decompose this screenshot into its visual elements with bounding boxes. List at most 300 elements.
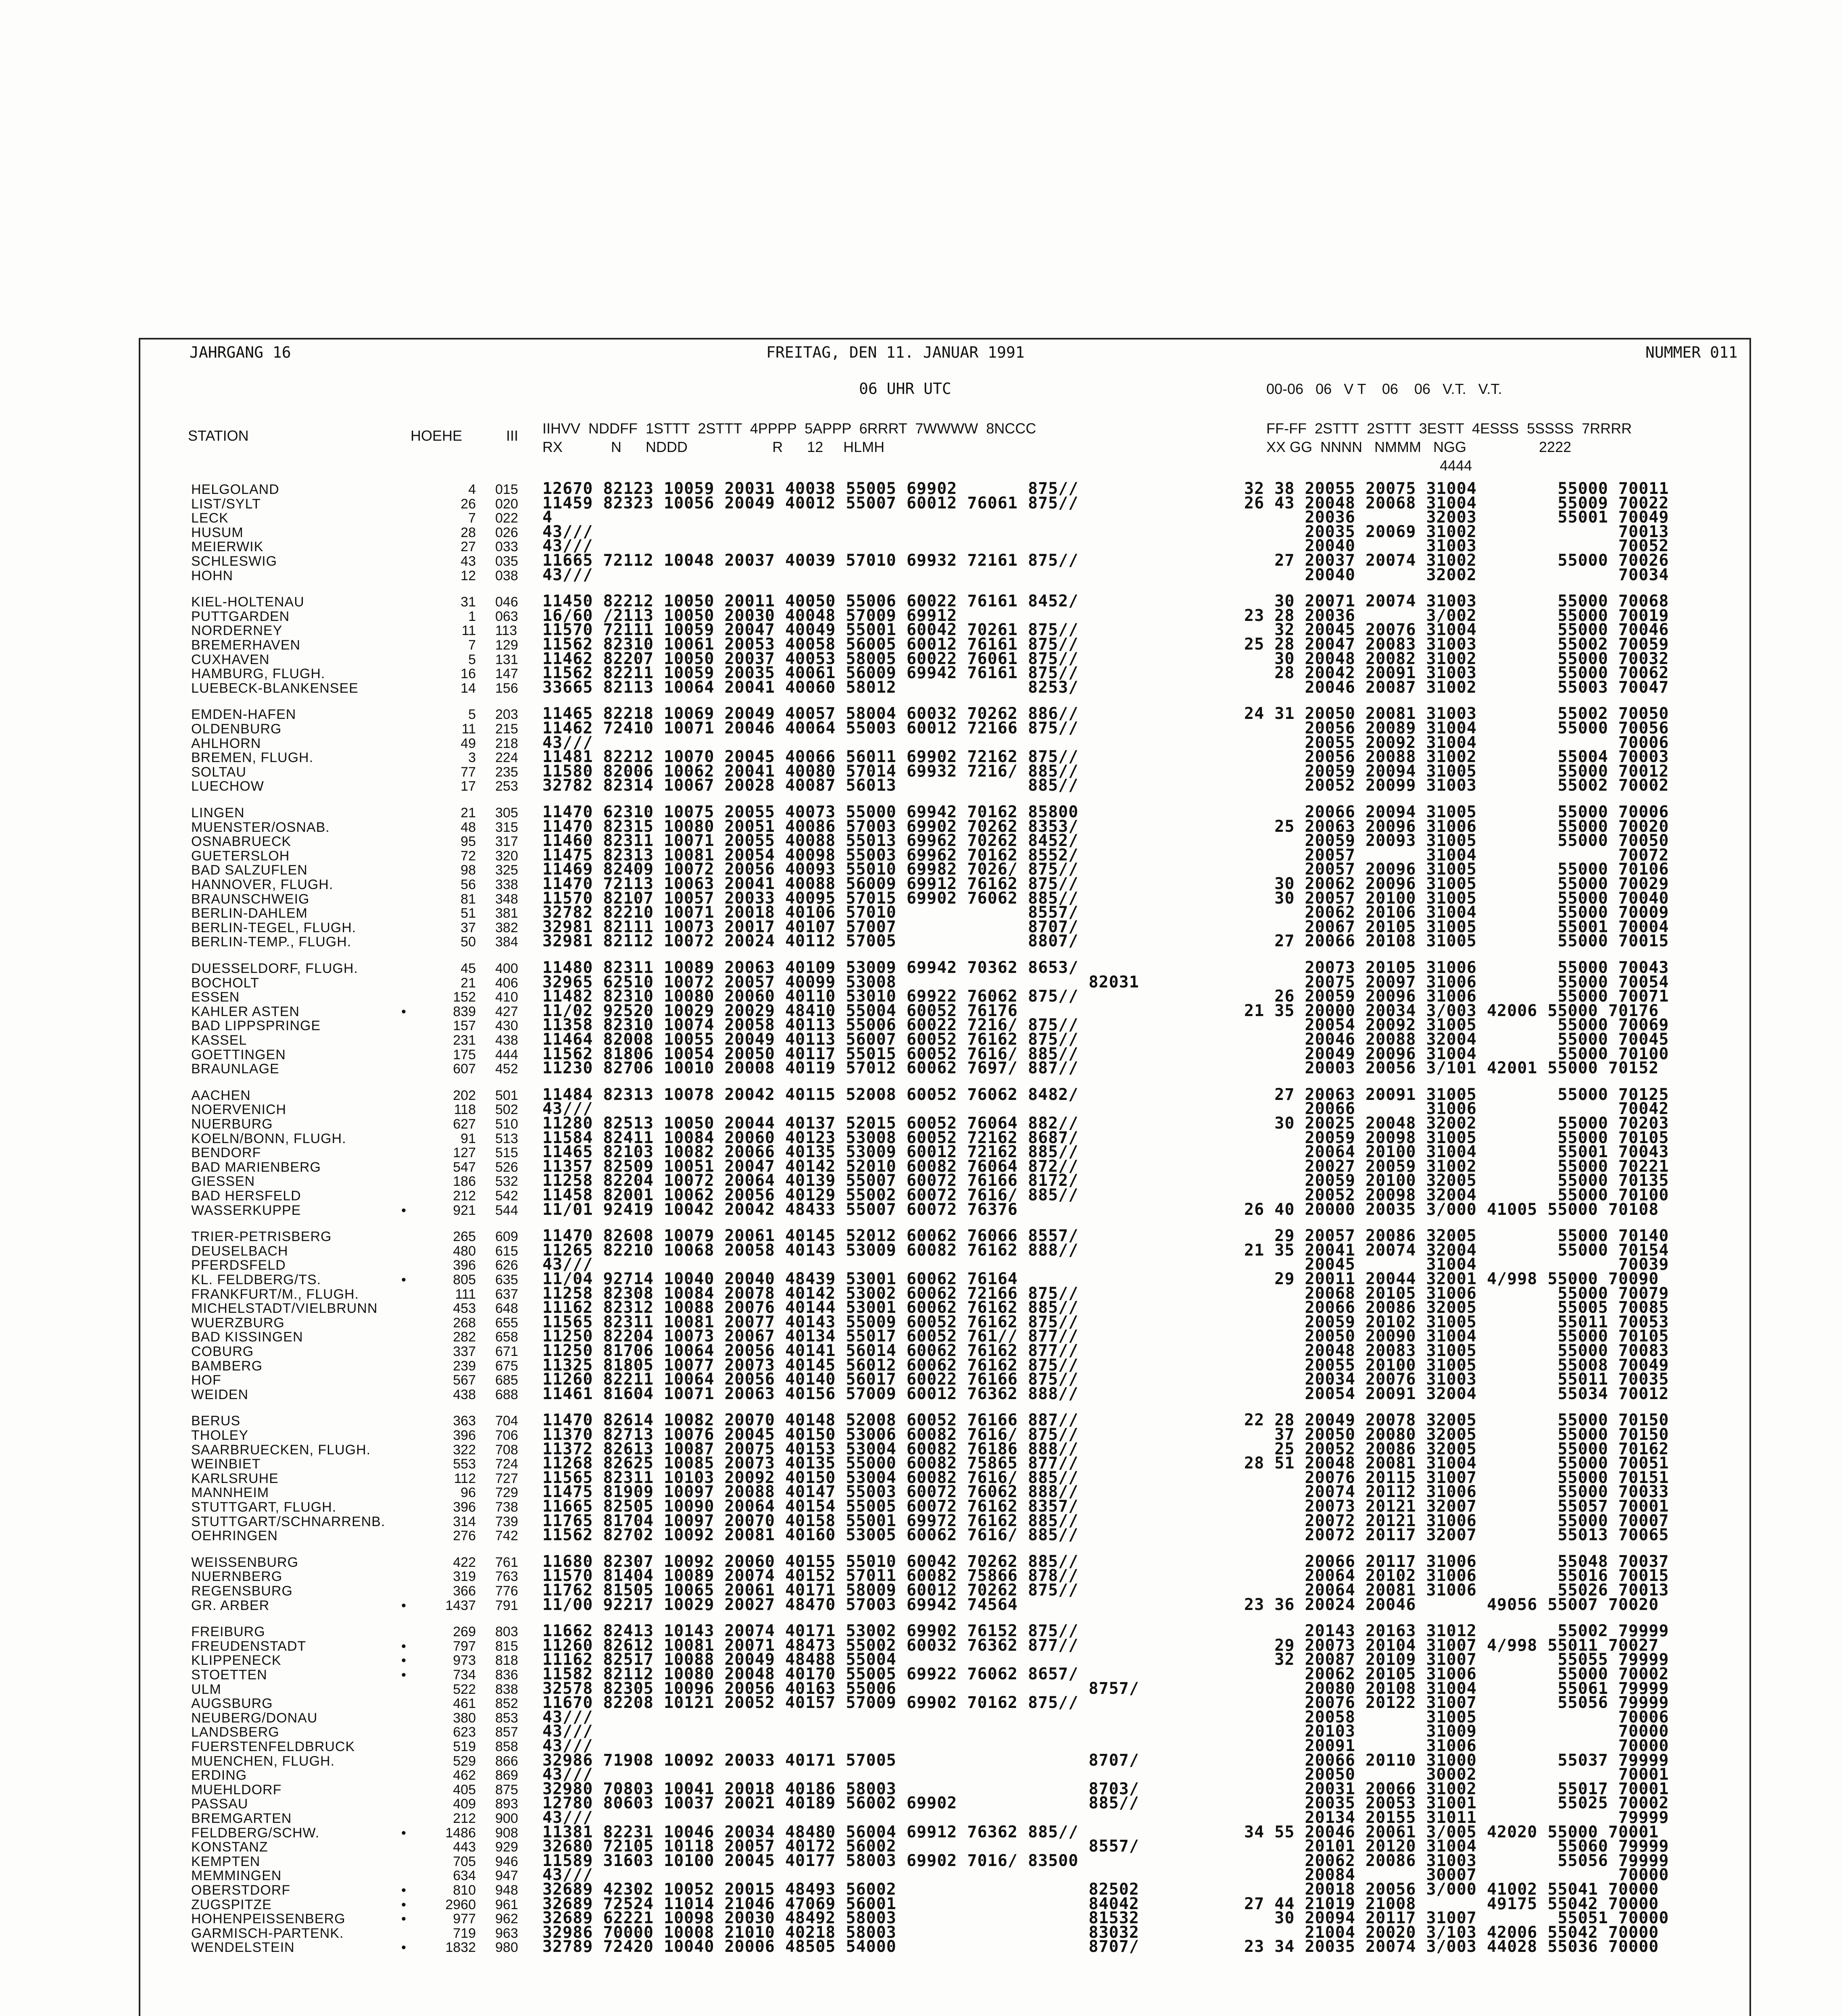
- extra-groups: 21 35 20000 20034 3/003 42006 55000 70176: [1244, 1001, 1659, 1020]
- extra-groups: 25 20063 20096 31006 55000 70020: [1244, 817, 1669, 836]
- station-name: HOHENPEISSENBERG: [191, 1911, 346, 1927]
- extra-groups: 26 40 20000 20035 3/000 41005 55000 70108: [1244, 1200, 1659, 1219]
- extra-groups: 20075 20097 31006 55000 70054: [1244, 973, 1669, 991]
- extra-groups: 20058 31005 70006: [1244, 1708, 1669, 1727]
- station-height: 14: [461, 680, 476, 696]
- synop-groups: 32789 72420 10040 20006 48505 54000 8707/: [542, 1937, 1139, 1956]
- synop-groups: 11665 72112 10048 20037 40039 57010 69932 72161 875//: [542, 551, 1079, 570]
- synop-groups: 11480 82311 10089 20063 40109 53009 69942 70362 8653/: [542, 958, 1079, 977]
- station-height: 461: [453, 1696, 476, 1712]
- synop-groups: 11260 82211 10064 20056 40140 56017 60022 76166 875//: [542, 1370, 1079, 1389]
- synop-groups: 43///: [542, 1722, 593, 1741]
- extra-groups: 20064 20100 31004 55001 70043: [1244, 1143, 1669, 1162]
- station-name: NEUBERG/DONAU: [191, 1710, 318, 1726]
- station-height: 705: [453, 1854, 476, 1869]
- station-name: HOF: [191, 1372, 221, 1388]
- synop-groups: 11562 82310 10061 20053 40058 56005 60012 76161 875//: [542, 635, 1079, 654]
- synop-groups: 11372 82613 10087 20075 40153 53004 60082 76186 888//: [542, 1439, 1079, 1458]
- extra-groups: 29 20073 20104 31007 4/998 55011 70027: [1244, 1636, 1659, 1655]
- extra-groups: 20066 20110 31000 55037 79999: [1244, 1751, 1669, 1770]
- extra-groups: 20027 20059 31002 55000 70221: [1244, 1157, 1669, 1176]
- station-height: 21: [461, 975, 476, 991]
- station-height: 81: [461, 891, 476, 907]
- synop-groups: 11680 82307 10092 20060 40155 55010 60042 70262 885//: [542, 1552, 1079, 1571]
- station-name: THOLEY: [191, 1428, 249, 1443]
- station-index: 980: [495, 1940, 518, 1956]
- station-index: 875: [495, 1782, 518, 1797]
- station-name: KEMPTEN: [191, 1854, 261, 1869]
- station-height: 269: [453, 1624, 476, 1640]
- extra-groups: 20040 32002 70034: [1244, 565, 1669, 584]
- station-index: 704: [495, 1413, 518, 1429]
- synop-groups: 12780 80603 10037 20021 40189 56002 69902 885//: [542, 1794, 1139, 1813]
- station-index: 400: [495, 961, 518, 976]
- synop-groups: 11670 82208 10121 20052 40157 57009 69902 70162 875//: [542, 1693, 1079, 1712]
- mountain-station-marker: •: [401, 1911, 406, 1927]
- station-name: OEHRINGEN: [191, 1528, 278, 1544]
- station-name: WEIDEN: [191, 1387, 248, 1402]
- extra-groups: 20003 20056 3/101 42001 55000 70152: [1244, 1059, 1659, 1078]
- synop-groups: 11565 82311 10081 20077 40143 55009 60052 76162 875//: [542, 1312, 1079, 1331]
- station-name: MANNHEIM: [191, 1485, 269, 1501]
- station-height: 1832: [445, 1940, 476, 1956]
- issue-number: NUMMER 011: [1645, 344, 1738, 361]
- station-name: AACHEN: [191, 1087, 251, 1103]
- extra-groups: 20059 20102 31005 55011 70053: [1244, 1312, 1669, 1331]
- station-name: REGENSBURG: [191, 1583, 293, 1599]
- extra-groups: 20050 30002 70001: [1244, 1765, 1669, 1784]
- station-height: 805: [453, 1272, 476, 1287]
- station-name: BRAUNSCHWEIG: [191, 891, 310, 907]
- station-height: 95: [461, 834, 476, 850]
- synop-groups: 11482 82310 10080 20060 40110 53010 69922 76062 875//: [542, 987, 1079, 1006]
- station-index: 510: [495, 1116, 518, 1132]
- station-name: MUEHLDORF: [191, 1782, 282, 1797]
- station-name: OSNABRUECK: [191, 834, 292, 850]
- mountain-station-marker: •: [401, 1897, 406, 1912]
- extra-groups: 27 20063 20091 31005 55000 70125: [1244, 1085, 1669, 1104]
- synop-groups: 43///: [542, 1866, 593, 1885]
- station-index: 348: [495, 891, 518, 907]
- station-height: 28: [461, 525, 476, 540]
- extra-groups: 29 20011 20044 32001 4/998 55000 70090: [1244, 1270, 1659, 1288]
- station-index: 685: [495, 1372, 518, 1388]
- synop-groups: 16/60 /2113 10050 20030 40048 57009 69912: [542, 606, 957, 625]
- station-index: 026: [495, 525, 518, 540]
- station-height: 27: [461, 539, 476, 555]
- station-height: 405: [453, 1782, 476, 1797]
- extra-groups: 20056 20089 31004 55000 70056: [1244, 719, 1669, 737]
- station-index: 235: [495, 764, 518, 780]
- station-name: LIST/SYLT: [191, 496, 261, 512]
- synop-groups: 11662 82413 10143 20074 40171 53002 69902 76152 875//: [542, 1622, 1079, 1641]
- station-height: 462: [453, 1768, 476, 1783]
- station-name: BENDORF: [191, 1145, 261, 1161]
- station-name: WASSERKUPPE: [191, 1202, 301, 1218]
- extra-groups: 20036 32003 55001 70049: [1244, 508, 1669, 527]
- station-index: 382: [495, 920, 518, 935]
- extra-groups: 20048 20083 31005 55000 70083: [1244, 1341, 1669, 1360]
- mountain-station-marker: •: [401, 1004, 406, 1019]
- synop-groups: 11470 72113 10063 20041 40088 56009 69912 76162 875//: [542, 875, 1079, 893]
- station-height: 1: [468, 608, 476, 624]
- extra-groups: 30 20057 20100 31005 55000 70040: [1244, 889, 1669, 908]
- synop-groups: 43///: [542, 522, 593, 541]
- synop-groups: 11665 82505 10090 20064 40154 55005 60072 76162 8357/: [542, 1497, 1079, 1516]
- station-name: BREMGARTEN: [191, 1811, 292, 1826]
- synop-groups: 11450 82212 10050 20011 40050 55006 60022 76161 8452/: [542, 592, 1079, 611]
- station-index: 962: [495, 1911, 518, 1927]
- station-height: 7: [468, 510, 476, 526]
- station-name: PFERDSFELD: [191, 1258, 286, 1273]
- station-name: OBERSTDORF: [191, 1883, 291, 1898]
- station-index: 444: [495, 1047, 518, 1062]
- mountain-station-marker: •: [401, 1597, 406, 1613]
- station-index: 381: [495, 906, 518, 921]
- extra-groups: 20056 20088 31002 55004 70003: [1244, 748, 1669, 766]
- station-index: 532: [495, 1174, 518, 1189]
- station-height: 31: [461, 594, 476, 610]
- station-index: 947: [495, 1868, 518, 1884]
- station-index: 929: [495, 1839, 518, 1855]
- synop-groups: 11461 81604 10071 20063 40156 57009 60012 76362 888//: [542, 1384, 1079, 1403]
- station-height: 623: [453, 1724, 476, 1740]
- extra-groups: 20103 31009 70000: [1244, 1722, 1669, 1741]
- station-name: LANDSBERG: [191, 1724, 279, 1740]
- station-name: FUERSTENFELDBRUCK: [191, 1739, 355, 1754]
- station-index: 320: [495, 848, 518, 864]
- station-height: 522: [453, 1681, 476, 1697]
- synop-groups: 43///: [542, 1765, 593, 1784]
- extra-groups: 20045 31004 70039: [1244, 1255, 1669, 1274]
- station-height: 453: [453, 1301, 476, 1316]
- station-index: 626: [495, 1258, 518, 1273]
- mountain-station-marker: •: [401, 1883, 406, 1898]
- station-index: 218: [495, 735, 518, 751]
- extra-groups: 20091 31006 70000: [1244, 1737, 1669, 1755]
- synop-groups: 32981 82111 10073 20017 40107 57007 8707/: [542, 917, 1079, 936]
- mountain-station-marker: •: [401, 1667, 406, 1683]
- synop-groups: 43///: [542, 733, 593, 752]
- synop-groups: 11481 82212 10070 20045 40066 56011 69902 72162 875//: [542, 748, 1079, 766]
- station-height: 319: [453, 1569, 476, 1585]
- station-height: 607: [453, 1061, 476, 1077]
- station-name: STOETTEN: [191, 1667, 267, 1683]
- station-index: 615: [495, 1243, 518, 1259]
- station-index: 818: [495, 1653, 518, 1668]
- synop-groups: 43///: [542, 1808, 593, 1827]
- extra-groups: 23 28 20036 3/002 55000 70019: [1244, 606, 1669, 625]
- station-name: DEUSELBACH: [191, 1243, 288, 1259]
- synop-groups: 11325 81805 10077 20073 40145 56012 60062 76162 875//: [542, 1356, 1079, 1375]
- synop-groups: 11/04 92714 10040 20040 48439 53001 60062 76164: [542, 1270, 1018, 1288]
- synop-groups: 32980 70803 10041 20018 40186 58003 8703/: [542, 1779, 1139, 1798]
- station-height: 380: [453, 1710, 476, 1726]
- station-height: 49: [461, 735, 476, 751]
- station-height: 21: [461, 805, 476, 821]
- station-height: 366: [453, 1583, 476, 1599]
- station-height: 11: [461, 623, 476, 639]
- station-index: 215: [495, 721, 518, 737]
- synop-groups: 11250 82204 10073 20067 40134 55017 60052 761// 877//: [542, 1327, 1079, 1346]
- station-name: ESSEN: [191, 989, 240, 1005]
- station-name: HANNOVER, FLUGH.: [191, 877, 334, 892]
- station-index: 046: [495, 594, 518, 610]
- extra-groups: 20040 31003 70052: [1244, 537, 1669, 556]
- synop-groups: 11570 82107 10057 20033 40095 57015 69902 76062 885//: [542, 889, 1079, 908]
- station-name: PUTTGARDEN: [191, 608, 290, 624]
- station-index: 637: [495, 1286, 518, 1302]
- station-index: 430: [495, 1018, 518, 1034]
- station-name: DUESSELDORF, FLUGH.: [191, 961, 358, 976]
- station-index: 253: [495, 779, 518, 794]
- extra-groups: 28 51 20048 20081 31004 55000 70051: [1244, 1454, 1669, 1473]
- station-name: NORDERNEY: [191, 623, 283, 639]
- extra-groups: 20055 20100 31005 55008 70049: [1244, 1356, 1669, 1375]
- station-index: 729: [495, 1485, 518, 1501]
- station-height: 810: [453, 1883, 476, 1898]
- station-height: 96: [461, 1485, 476, 1501]
- synop-groups: 32578 82305 10096 20056 40163 55006 8757/: [542, 1679, 1139, 1698]
- extra-groups: 20066 20094 31005 55000 70006: [1244, 803, 1669, 821]
- station-height: 409: [453, 1796, 476, 1812]
- station-index: 838: [495, 1681, 518, 1697]
- station-index: 406: [495, 975, 518, 991]
- station-name: SCHLESWIG: [191, 554, 277, 569]
- extra-groups: 26 43 20048 20068 31004 55009 70022: [1244, 494, 1669, 512]
- synop-groups: 11469 82409 10072 20056 40093 55010 69982 7026/ 875//: [542, 860, 1079, 879]
- station-index: 946: [495, 1854, 518, 1869]
- synop-groups: 11162 82312 10088 20076 40144 53001 60062 76162 885//: [542, 1298, 1079, 1317]
- extra-groups: 20073 20121 32007 55057 70001: [1244, 1497, 1669, 1516]
- station-height: 314: [453, 1514, 476, 1529]
- station-name: SOLTAU: [191, 764, 246, 780]
- station-height: 396: [453, 1500, 476, 1515]
- station-name: KAHLER ASTEN: [191, 1004, 300, 1019]
- extra-groups: 20074 20112 31006 55000 70033: [1244, 1483, 1669, 1502]
- mountain-station-marker: •: [401, 1653, 406, 1668]
- extra-groups: 20062 20086 31003 55056 79999: [1244, 1851, 1669, 1870]
- station-index: 113: [495, 623, 517, 639]
- extra-groups: 20052 20099 31003 55002 70002: [1244, 776, 1669, 795]
- station-index: 857: [495, 1724, 518, 1740]
- station-index: 502: [495, 1102, 518, 1118]
- right-block-title: 00-06 06 V T 06 06 V.T. V.T.: [1266, 381, 1502, 397]
- station-name: STUTTGART/SCHNARRENB.: [191, 1514, 386, 1529]
- station-height: 7: [468, 637, 476, 653]
- extra-groups-header: FF-FF 2STTT 2STTT 3ESTT 4ESSS 5SSSS 7RRRR XX GG NNNN NMMM NGG 2222 4444: [1266, 420, 1632, 474]
- station-name: ERDING: [191, 1768, 247, 1783]
- station-name: SAARBRUECKEN, FLUGH.: [191, 1442, 371, 1458]
- station-height: 443: [453, 1839, 476, 1855]
- synop-groups: 11580 82006 10062 20041 40080 57014 69932 7216/ 885//: [542, 762, 1079, 781]
- station-height: 98: [461, 862, 476, 878]
- station-index: 501: [495, 1087, 518, 1103]
- station-name: GR. ARBER: [191, 1597, 270, 1613]
- station-height: 276: [453, 1528, 476, 1544]
- station-index: 961: [495, 1897, 518, 1912]
- station-name: BERLIN-TEGEL, FLUGH.: [191, 920, 357, 935]
- station-height: 422: [453, 1554, 476, 1570]
- station-height: 118: [454, 1102, 476, 1118]
- station-height: 839: [453, 1004, 476, 1019]
- extra-groups: 20076 20115 31007 55000 70151: [1244, 1468, 1669, 1487]
- synop-groups: 11464 82008 10055 20049 40113 56007 60052 76162 875//: [542, 1030, 1079, 1049]
- station-height: 231: [453, 1033, 476, 1048]
- station-height: 396: [453, 1258, 476, 1273]
- synop-groups: 11258 82308 10084 20078 40142 53002 60062 72166 875//: [542, 1284, 1079, 1303]
- station-index: 609: [495, 1229, 518, 1245]
- extra-groups: 20076 20122 31007 55056 79999: [1244, 1693, 1669, 1712]
- station-name: WUERZBURG: [191, 1315, 285, 1331]
- synop-groups: 43///: [542, 1255, 593, 1274]
- station-name: NUERNBERG: [191, 1569, 283, 1585]
- station-name: FREUDENSTADT: [191, 1638, 306, 1654]
- extra-groups: 20080 20108 31004 55061 79999: [1244, 1679, 1669, 1698]
- station-index: 022: [495, 510, 518, 526]
- station-height: 797: [453, 1638, 476, 1654]
- station-height: 212: [453, 1811, 476, 1826]
- station-height: 3: [468, 750, 476, 766]
- synop-groups: 11470 82614 10082 20070 40148 52008 60052 76166 887//: [542, 1411, 1079, 1430]
- synop-groups: 32981 82112 10072 20024 40112 57005 8807/: [542, 932, 1079, 951]
- station-height: 50: [461, 934, 476, 950]
- station-index: 035: [495, 554, 518, 569]
- synop-groups: 11465 82103 10082 20066 40135 53009 60012 72162 885//: [542, 1143, 1079, 1162]
- synop-groups: 11/01 92419 10042 20042 48433 55007 60072 76376: [542, 1200, 1018, 1219]
- station-height: 11: [461, 721, 476, 737]
- extra-groups: 20046 20088 32004 55000 70045: [1244, 1030, 1669, 1049]
- station-height: 77: [461, 764, 476, 780]
- station-index: 338: [495, 877, 518, 892]
- extra-groups: 20035 20053 31001 55025 70002: [1244, 1794, 1669, 1813]
- synop-groups: 11459 82323 10056 20049 40012 55007 60012 76061 875//: [542, 494, 1079, 512]
- station-name: PASSAU: [191, 1796, 248, 1812]
- station-name: KASSEL: [191, 1033, 247, 1048]
- station-name: GUETERSLOH: [191, 848, 290, 864]
- station-height: 322: [453, 1442, 476, 1458]
- station-name: LECK: [191, 510, 229, 526]
- extra-groups: 20064 20081 31006 55026 70013: [1244, 1581, 1669, 1599]
- station-name: BREMEN, FLUGH.: [191, 750, 314, 766]
- station-name: KLIPPENECK: [191, 1653, 281, 1668]
- extra-groups: 37 20050 20080 32005 55000 70150: [1244, 1425, 1669, 1444]
- extra-groups: 25 20052 20086 32005 55000 70162: [1244, 1439, 1669, 1458]
- station-name: BAD HERSFELD: [191, 1188, 301, 1204]
- station-name: BAMBERG: [191, 1358, 263, 1374]
- station-index: 015: [495, 482, 518, 497]
- station-index: 033: [495, 539, 518, 555]
- extra-groups: 30 20071 20074 31003 55000 70068: [1244, 592, 1669, 611]
- synop-groups: 11470 82315 10080 20051 40086 57003 69902 70262 8353/: [542, 817, 1079, 836]
- synop-groups: 11460 82311 10071 20055 40088 55013 69962 70262 8452/: [542, 831, 1079, 850]
- station-index: 893: [495, 1796, 518, 1812]
- extra-groups: 20064 20102 31006 55016 70015: [1244, 1566, 1669, 1585]
- station-name: GOETTINGEN: [191, 1047, 286, 1062]
- extra-groups: 20057 31004 70072: [1244, 846, 1669, 864]
- station-height: 396: [453, 1428, 476, 1443]
- station-name: BOCHOLT: [191, 975, 259, 991]
- station-name: OLDENBURG: [191, 721, 282, 737]
- station-height: 212: [453, 1188, 476, 1204]
- station-name: HELGOLAND: [191, 482, 279, 497]
- station-name: BAD LIPPSPRINGE: [191, 1018, 321, 1034]
- synop-groups: 11465 82218 10069 20049 40057 58004 60032 70262 886//: [542, 704, 1079, 723]
- station-name: LUECHOW: [191, 779, 264, 794]
- station-height: 1437: [445, 1597, 476, 1613]
- station-name: KL. FELDBERG/TS.: [191, 1272, 321, 1287]
- mountain-station-marker: •: [401, 1825, 406, 1841]
- station-index: 648: [495, 1301, 518, 1316]
- jahrgang-label: JAHRGANG 16: [190, 344, 291, 361]
- extra-groups: 20035 20069 31002 70013: [1244, 522, 1669, 541]
- synop-groups: 4: [542, 508, 553, 527]
- synop-groups: 11582 82112 10080 20048 40170 55005 69922 76062 8657/: [542, 1665, 1079, 1683]
- synop-groups: 11370 82713 10076 20045 40150 53006 60082 7616/ 875//: [542, 1425, 1079, 1444]
- extra-groups: 20068 20105 31006 55000 70079: [1244, 1284, 1669, 1303]
- utc-time-label: 06 UHR UTC: [859, 380, 951, 398]
- station-name: KARLSRUHE: [191, 1470, 279, 1486]
- station-index: 761: [495, 1554, 518, 1570]
- station-height: 239: [453, 1358, 476, 1374]
- extra-groups: 20134 20155 31011 79999: [1244, 1808, 1669, 1827]
- station-name: AUGSBURG: [191, 1696, 273, 1712]
- extra-groups: 20050 20090 31004 55000 70105: [1244, 1327, 1669, 1346]
- station-index: 635: [495, 1272, 518, 1287]
- station-height: 26: [461, 496, 476, 512]
- station-height: 127: [453, 1145, 476, 1161]
- extra-groups: 30 20048 20082 31002 55000 70032: [1244, 649, 1669, 668]
- station-index: 147: [495, 666, 518, 682]
- synop-groups: 11470 82608 10079 20061 40145 52012 60062 76066 8557/: [542, 1227, 1079, 1245]
- station-index: 742: [495, 1528, 518, 1544]
- synop-groups: 43///: [542, 565, 593, 584]
- extra-groups: 20018 20056 3/000 41002 55041 70000: [1244, 1880, 1659, 1899]
- iii-column-header: III: [506, 427, 519, 444]
- synop-groups: 11562 81806 10054 20050 40117 55015 60052 7616/ 885//: [542, 1044, 1079, 1063]
- extra-groups: 20031 20066 31002 55017 70001: [1244, 1779, 1669, 1798]
- synop-groups: 11230 82706 10010 20008 40119 57012 60062 7697/ 887//: [542, 1059, 1079, 1078]
- station-height: 111: [455, 1286, 476, 1302]
- station-index: 427: [495, 1004, 518, 1019]
- station-index: 544: [495, 1202, 518, 1218]
- station-index: 763: [495, 1569, 518, 1585]
- extra-groups: 32 20045 20076 31004 55000 70046: [1244, 621, 1669, 639]
- station-height: 152: [453, 989, 476, 1005]
- synop-groups: 32689 72524 11014 21046 47069 56001 84042: [542, 1894, 1139, 1913]
- station-height: 37: [461, 920, 476, 935]
- extra-groups: 21004 20020 3/103 42006 55042 70000: [1244, 1923, 1659, 1942]
- extra-groups: 24 31 20050 20081 31003 55002 70050: [1244, 704, 1669, 723]
- extra-groups: 34 55 20046 20061 3/005 42020 55000 70001: [1244, 1822, 1659, 1841]
- station-index: 791: [495, 1597, 518, 1613]
- station-index: 776: [495, 1583, 518, 1599]
- mountain-station-marker: •: [401, 1272, 406, 1287]
- station-index: 063: [495, 608, 518, 624]
- extra-groups: 20054 20091 32004 55034 70012: [1244, 1384, 1669, 1403]
- extra-groups: 20072 20117 32007 55013 70065: [1244, 1526, 1669, 1545]
- station-index: 515: [495, 1145, 518, 1161]
- station-height: 265: [453, 1229, 476, 1245]
- synop-groups: 11475 81909 10097 20088 40147 55003 60072 76062 888//: [542, 1483, 1079, 1502]
- synop-groups: 43///: [542, 537, 593, 556]
- station-height: 51: [461, 906, 476, 921]
- station-height: 12: [461, 568, 476, 583]
- station-index: 655: [495, 1315, 518, 1331]
- station-index: 738: [495, 1500, 518, 1515]
- station-height: 157: [453, 1018, 476, 1034]
- extra-groups: 20052 20098 32004 55000 70100: [1244, 1186, 1669, 1204]
